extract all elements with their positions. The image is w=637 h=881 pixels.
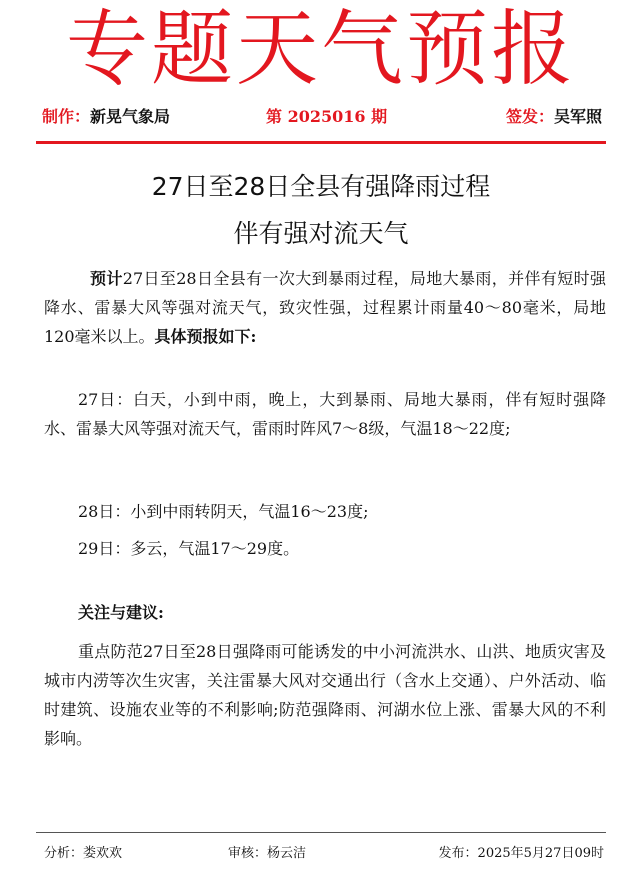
footer-published: 发布：2025年5月27日09时 xyxy=(438,846,604,861)
issue-info-row xyxy=(36,104,606,130)
advice-heading: 关注与建议: xyxy=(78,603,164,622)
issue-number xyxy=(266,104,387,130)
signer-value: 吴军照 xyxy=(553,107,602,126)
headline-line-1: 27日至28日全县有强降雨过程 xyxy=(151,172,491,201)
masthead-title: 专题天气预报 xyxy=(65,4,576,96)
signer xyxy=(506,104,602,130)
footer-divider xyxy=(36,832,606,833)
issue-prefix: 第 xyxy=(266,107,283,126)
maker xyxy=(42,104,170,130)
summary-tail: 具体预报如下: xyxy=(154,327,257,346)
maker-value: 新晃气象局 xyxy=(90,107,171,126)
summary-lead: 预计 xyxy=(90,269,123,288)
headline-line-2: 伴有强对流天气 xyxy=(233,219,409,248)
footer-analyst: 分析：娄欢欢 xyxy=(44,846,123,861)
summary-paragraph xyxy=(44,264,606,351)
forecast-day-29: 29日：多云，气温17～29度。 xyxy=(78,539,300,558)
issue-suffix: 期 xyxy=(371,107,388,126)
forecast-day-27: 27日：白天，小到中雨，晚上，大到暴雨、局地大暴雨，伴有短时强降水、雷暴大风等强对流天气，雷雨时阵风7～8级，气温18～22度; xyxy=(44,390,606,438)
issue-number-value: 2025016 xyxy=(287,107,366,126)
forecast-day-28: 28日：小到中雨转阴天，气温16～23度; xyxy=(78,502,369,521)
advice-body: 重点防范27日至28日强降雨可能诱发的中小河流洪水、山洪、地质灾害及城市内涝等次生灾害，关注雷暴大风对交通出行（含水上交通）、户外活动、临时建筑、设施农业等的不利影响;防范强降雨、河湖水位上涨、雷暴大风的不利影响。 xyxy=(44,642,606,748)
header-divider xyxy=(36,141,606,144)
signer-label: 签发： xyxy=(505,107,554,126)
summary-body: 27日至28日全县有一次大到暴雨过程，局地大暴雨，并伴有短时强降水、雷暴大风等强对流天气，致灾性强，过程累计雨量40～80毫米，局地120毫米以上。 xyxy=(44,269,606,346)
maker-label: 制作： xyxy=(42,107,91,126)
footer-reviewer: 审核：杨云洁 xyxy=(228,846,307,861)
